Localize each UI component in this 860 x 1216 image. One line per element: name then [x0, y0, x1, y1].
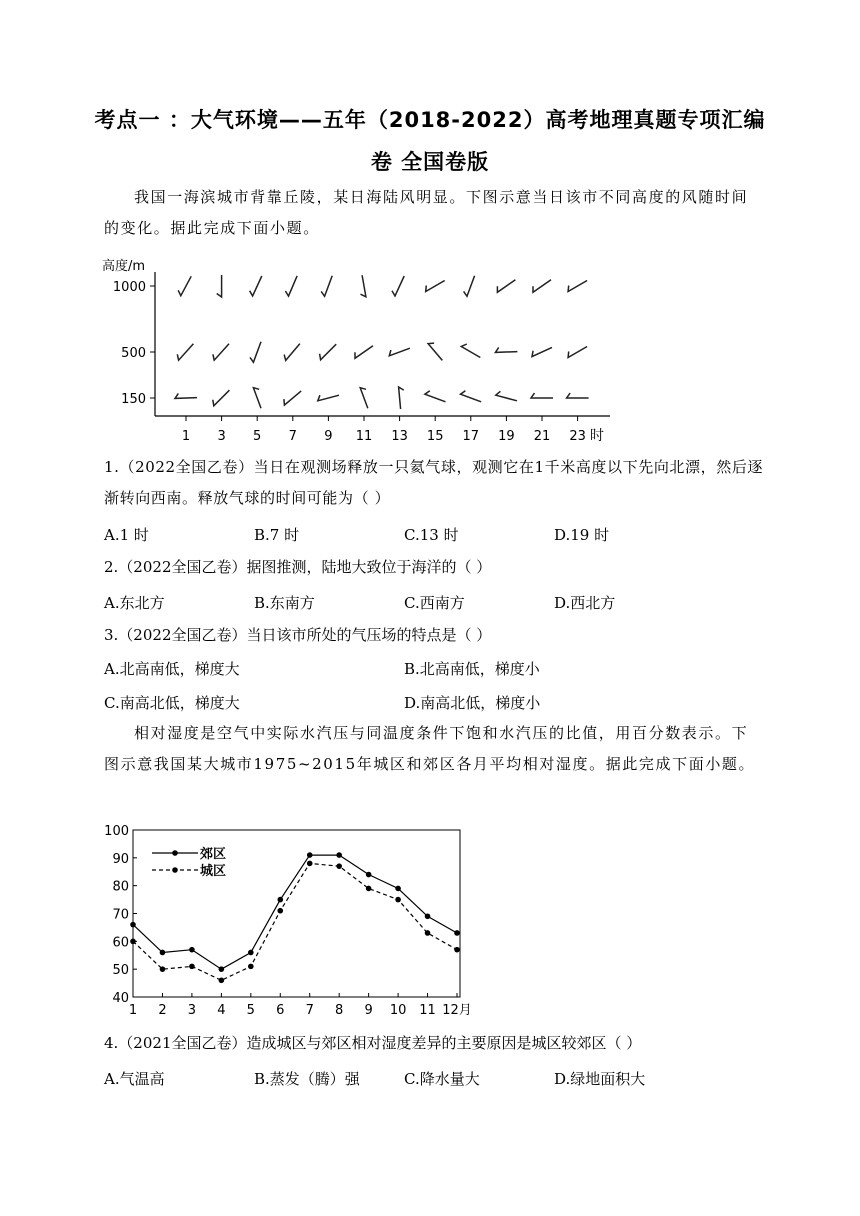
humidity-chart-xtick-label: 5	[246, 1003, 255, 1018]
q3-option-b[interactable]: B.北高南低，梯度小	[404, 660, 540, 678]
data-point-urban	[307, 861, 313, 867]
wind-chart-xtick-label: 17	[462, 429, 480, 444]
wind-chart-xlabel: 时	[590, 428, 604, 444]
wind-barb	[464, 276, 475, 297]
page-title-line2: 卷 全国卷版	[370, 150, 490, 174]
humidity-chart-xtick-label: 11	[419, 1003, 436, 1018]
humidity-chart-xtick-label: 4	[217, 1003, 226, 1018]
wind-chart-ytick-label: 1000	[112, 280, 146, 295]
wind-chart-xtick-label: 21	[533, 429, 551, 444]
wind-barb	[532, 347, 552, 356]
data-point-urban	[248, 964, 254, 970]
data-point-urban	[425, 930, 431, 936]
intro-paragraph-1: 我国一海滨城市背靠丘陵，某日海陆风明显。下图示意当日该市不同高度的风随时间的变化。据此完成下面小题。	[104, 188, 749, 237]
humidity-chart-xtick-label: 12月	[442, 1003, 472, 1018]
data-point-urban	[130, 939, 136, 945]
wind-chart-xtick-label: 19	[498, 429, 515, 444]
q2-option-c[interactable]: C.西南方	[404, 594, 465, 612]
q2-option-a[interactable]: A.东北方	[104, 594, 165, 612]
wind-chart-ytick-label: 500	[121, 346, 146, 361]
wind-barb	[496, 391, 517, 401]
humidity-chart	[100, 820, 480, 1025]
wind-barb	[217, 275, 222, 297]
data-point-suburban	[160, 950, 166, 956]
series-line-urban	[133, 863, 457, 980]
wind-barb	[285, 276, 297, 296]
wind-barb	[213, 344, 229, 360]
q4-option-a[interactable]: A.气温高	[104, 1070, 165, 1088]
intro-paragraph-2: 相对湿度是空气中实际水汽压与同温度条件下饱和水汽压的比值，用百分数表示。下图示意我国某大城市1975~2015年城区和郊区各月平均相对湿度。据此完成下面小题。	[104, 724, 756, 773]
wind-barb	[250, 342, 261, 363]
wind-barb	[284, 344, 300, 361]
data-point-urban	[189, 964, 195, 970]
q3-option-a[interactable]: A.北高南低，梯度大	[104, 660, 240, 678]
wind-barb	[361, 275, 366, 297]
wind-barb	[213, 390, 230, 406]
wind-chart	[100, 252, 620, 452]
wind-barb	[177, 344, 193, 360]
wind-barb	[250, 276, 262, 296]
wind-chart-xtick-label: 11	[355, 429, 373, 444]
data-point-urban	[454, 947, 460, 953]
question-3-stem: 3.（2022全国乙卷）当日该市所处的气压场的特点是（ ）	[104, 626, 492, 644]
wind-barb	[399, 387, 404, 409]
series-line-suburban	[133, 855, 457, 969]
data-point-urban	[219, 978, 225, 984]
wind-chart-xtick-label: 7	[288, 429, 297, 444]
q4-option-b[interactable]: B.蒸发（腾）强	[254, 1070, 360, 1088]
wind-chart-xtick-label: 5	[253, 429, 262, 444]
legend-marker-urban	[172, 867, 178, 873]
question-2-stem: 2.（2022全国乙卷）据图推测，陆地大致位于海洋的（ ）	[104, 558, 492, 576]
legend-marker-suburban	[172, 850, 178, 856]
wind-barb	[318, 395, 339, 401]
wind-barb	[392, 276, 404, 296]
wind-barb	[320, 344, 337, 360]
q1-option-b[interactable]: B.7 时	[254, 526, 300, 544]
humidity-chart-ytick-label: 80	[112, 879, 129, 895]
wind-barb	[175, 393, 197, 398]
q2-option-d[interactable]: D.西北方	[554, 594, 616, 612]
data-point-suburban	[454, 930, 460, 936]
q3-option-d[interactable]: D.南高北低，梯度小	[404, 694, 541, 712]
data-point-suburban	[277, 897, 283, 903]
data-point-suburban	[336, 852, 342, 858]
wind-barb	[389, 348, 410, 356]
q1-option-a[interactable]: A.1 时	[104, 526, 149, 544]
humidity-chart-xtick-label: 8	[335, 1003, 344, 1018]
humidity-chart-ytick-label: 50	[112, 963, 129, 979]
q4-option-d[interactable]: D.绿地面积大	[554, 1070, 646, 1088]
q3-option-c[interactable]: C.南高北低，梯度大	[104, 694, 240, 712]
wind-chart-xtick-label: 3	[217, 429, 226, 444]
question-4-stem: 4.（2021全国乙卷）造成城区与郊区相对湿度差异的主要原因是城区较郊区（ ）	[104, 1034, 642, 1052]
wind-chart-xtick-label: 15	[426, 429, 444, 444]
humidity-chart-xtick-label: 6	[276, 1003, 285, 1018]
wind-chart-xtick-label: 9	[324, 429, 333, 444]
wind-barb	[355, 346, 373, 359]
data-point-urban	[160, 966, 166, 972]
humidity-chart-xtick-label: 3	[187, 1003, 197, 1018]
question-1-stem: 1.（2022全国乙卷）当日在观测场释放一只氦气球，观测它在1千米高度以下先向北漂，然后逐渐转向西南。释放气球的时间可能为（ ）	[104, 458, 764, 507]
humidity-chart-ytick-label: 70	[112, 907, 129, 923]
data-point-suburban	[189, 947, 195, 953]
humidity-chart-ytick-label: 40	[112, 991, 129, 1006]
page-title-line1: 考点一 ：大气环境——五年（2018-2022）高考地理真题专项汇编	[94, 108, 766, 132]
wind-barb	[425, 391, 446, 402]
data-point-urban	[336, 863, 342, 869]
data-point-suburban	[425, 913, 431, 919]
humidity-chart-xtick-label: 2	[158, 1003, 167, 1018]
humidity-chart-frame	[133, 830, 460, 997]
data-point-urban	[366, 886, 372, 892]
wind-barb	[567, 393, 589, 398]
q1-option-d[interactable]: D.19 时	[554, 526, 610, 544]
humidity-chart-xtick-label: 9	[364, 1003, 373, 1018]
wind-barb	[568, 281, 587, 292]
data-point-urban	[395, 897, 401, 903]
humidity-chart-xtick-label: 1	[128, 1003, 138, 1018]
wind-barb	[497, 280, 515, 293]
legend-label-suburban: 郊区	[200, 847, 227, 862]
data-point-urban	[277, 908, 283, 914]
wind-chart-ytick-label: 150	[121, 392, 146, 407]
wind-barb	[461, 344, 480, 358]
wind-barb	[428, 343, 442, 360]
data-point-suburban	[395, 886, 401, 892]
humidity-chart-ytick-label: 90	[112, 851, 129, 867]
wind-barb	[321, 276, 332, 297]
wind-chart-ylabel: 高度/m	[102, 259, 146, 274]
humidity-chart-xtick-label: 10	[389, 1003, 407, 1018]
wind-barb	[253, 388, 261, 409]
wind-barb	[531, 393, 553, 398]
data-point-suburban	[219, 966, 225, 972]
wind-barb	[284, 391, 301, 405]
wind-chart-xtick-label: 23	[569, 429, 586, 444]
wind-barb	[568, 347, 587, 358]
legend-label-urban: 城区	[200, 864, 227, 879]
data-point-suburban	[366, 872, 372, 878]
wind-barb	[533, 280, 551, 293]
q2-option-b[interactable]: B.东南方	[254, 594, 315, 612]
data-point-suburban	[248, 950, 254, 956]
wind-barb	[360, 388, 368, 409]
data-point-suburban	[307, 852, 313, 858]
wind-chart-xtick-label: 13	[391, 429, 408, 444]
humidity-chart-ytick-label: 100	[104, 824, 129, 839]
humidity-chart-ytick-label: 60	[112, 935, 129, 951]
wind-barb	[461, 391, 482, 402]
wind-barb	[426, 281, 445, 292]
q4-option-c[interactable]: C.降水量大	[404, 1070, 480, 1088]
wind-barb	[495, 347, 517, 352]
data-point-suburban	[130, 922, 136, 928]
humidity-chart-xtick-label: 7	[305, 1003, 314, 1018]
wind-chart-xtick-label: 1	[181, 429, 191, 444]
wind-barb	[178, 276, 191, 295]
q1-option-c[interactable]: C.13 时	[404, 526, 459, 544]
